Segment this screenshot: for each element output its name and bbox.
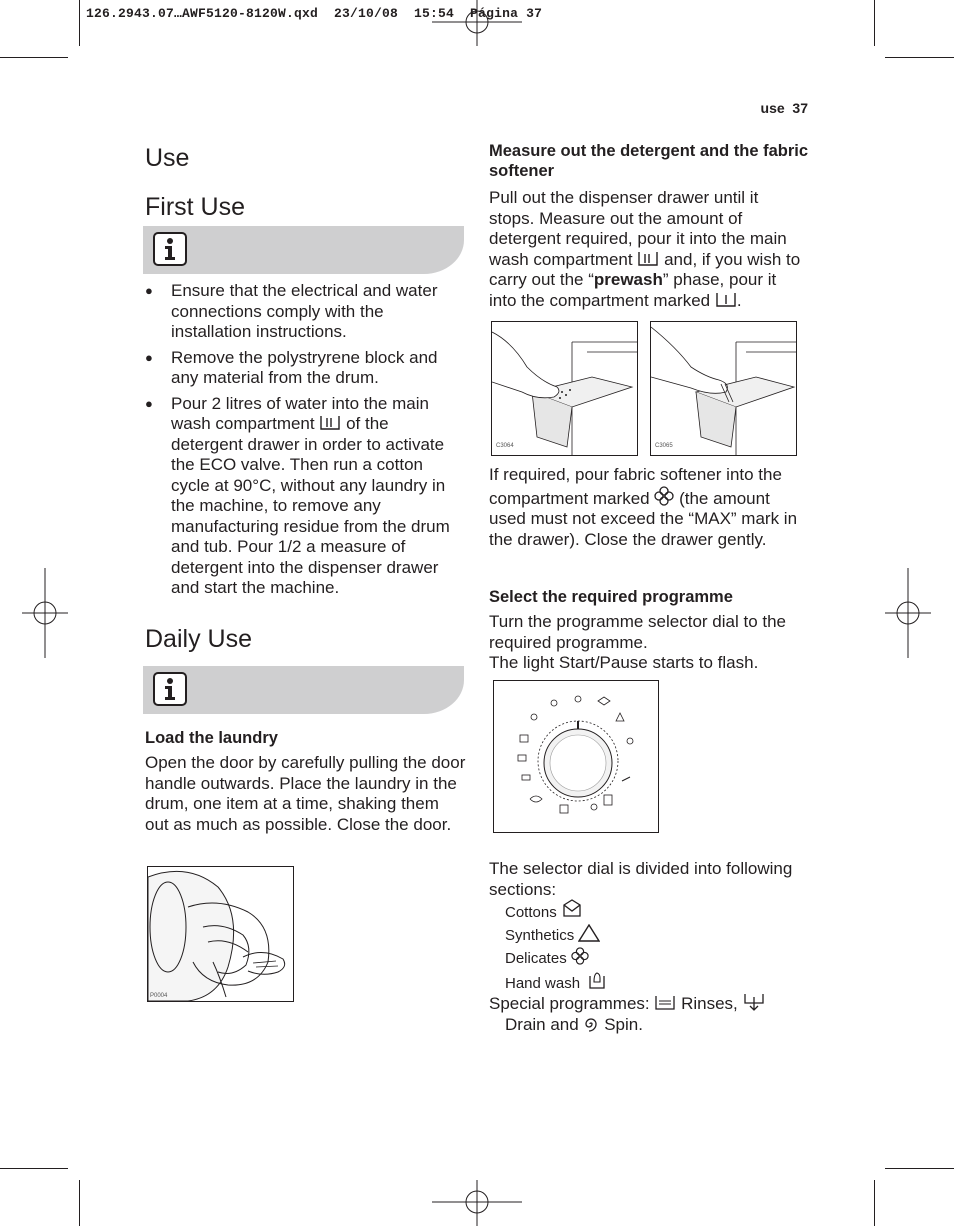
crop-mark: [885, 1168, 954, 1169]
crop-mark: [874, 0, 875, 46]
section-title-first-use: First Use: [145, 193, 245, 221]
crop-mark: [79, 1180, 80, 1226]
measure-text: Pull out the dispenser drawer until it stops. Measure out the amount of detergent required, pour it into the main wash compartment and, if you wish to carry out the “prewash” phase, pour it into the compartment marked .: [489, 188, 801, 310]
prewash-emphasis: prewash: [593, 270, 663, 289]
hand-wash-icon: [588, 970, 606, 990]
load-laundry-heading: Load the laundry: [145, 729, 278, 747]
load-laundry-illustration: [147, 866, 294, 1002]
figure-code: P0004: [150, 993, 168, 999]
special-programmes: Special programmes: Rinses, Drain and Spin.: [489, 993, 809, 1035]
figure-code: C3064: [496, 443, 514, 449]
softener-text: If required, pour fabric softener into the compartment marked (the amount used must not exceed the “MAX” mark in the drawer). Close the drawer gently.: [489, 465, 798, 549]
page-number: use 37: [760, 100, 808, 116]
delicates-icon: [571, 947, 589, 965]
measure-heading: Measure out the detergent and the fabric softener: [489, 142, 809, 180]
registration-mark-left: [22, 568, 68, 658]
dial-sections-list: [505, 899, 606, 995]
crop-mark: [0, 1168, 68, 1169]
rinses-icon: [654, 995, 676, 1011]
figure-code: C3065: [655, 443, 673, 449]
section-title-daily-use: Daily Use: [145, 625, 252, 653]
programme-selector-dial-illustration: [493, 680, 659, 833]
select-programme-heading: Select the required programme: [489, 588, 733, 606]
first-use-instructions: [145, 281, 465, 604]
list-item: ● Ensure that the electrical and water connections comply with the installation instructions.: [145, 281, 465, 343]
registration-mark-bottom: [432, 1180, 522, 1226]
select-programme-text: Turn the programme selector dial to the required programme. The light Start/Pause starts to flash.: [489, 612, 787, 672]
section-title-use: Use: [145, 144, 190, 172]
drain-icon: [743, 993, 765, 1011]
main-wash-compartment-icon: [319, 415, 341, 431]
list-item: ● Remove the polystryrene block and any material from the drum.: [145, 348, 465, 389]
fabric-softener-flower-icon: [654, 486, 674, 506]
detergent-drawer-illustration-1: [491, 321, 638, 456]
crop-mark: [885, 57, 954, 58]
main-wash-compartment-icon: [637, 251, 659, 267]
print-slug: 126.2943.07…AWF5120-8120W.qxd 23/10/08 15:54 Página 37: [86, 6, 543, 21]
detergent-drawer-illustration-2: [650, 321, 797, 456]
crop-mark: [0, 57, 68, 58]
list-item: Hand wash: [505, 970, 606, 995]
info-bar-daily-use: [143, 666, 464, 714]
list-item: ● Pour 2 litres of water into the main wash compartment of the detergent drawer in order to activate the ECO valve. Then run a cotton cycle at 90°C, without any laundry in the machine, to remove any manufacturing residue from the drum and tub. Pour 1/2 a measure of detergent into the dispenser drawer and start the machine.: [145, 394, 465, 599]
registration-mark-right: [885, 568, 931, 658]
list-item: Cottons: [505, 899, 606, 924]
list-item: Delicates: [505, 947, 606, 970]
cottons-icon: [561, 899, 583, 919]
info-icon: [153, 232, 187, 266]
prewash-compartment-icon: [715, 292, 737, 308]
spin-icon: [583, 1016, 599, 1032]
synthetics-icon: [578, 924, 600, 942]
dial-sections-intro: The selector dial is divided into following sections:: [489, 859, 793, 899]
crop-mark: [874, 1180, 875, 1226]
info-bar-first-use: [143, 226, 464, 274]
load-laundry-text: Open the door by carefully pulling the door handle outwards. Place the laundry in the drum, one item at a time, shaking them out as much as possible. Close the door.: [145, 753, 466, 834]
crop-mark: [79, 0, 80, 46]
info-icon: [153, 672, 187, 706]
list-item: Synthetics: [505, 924, 606, 947]
